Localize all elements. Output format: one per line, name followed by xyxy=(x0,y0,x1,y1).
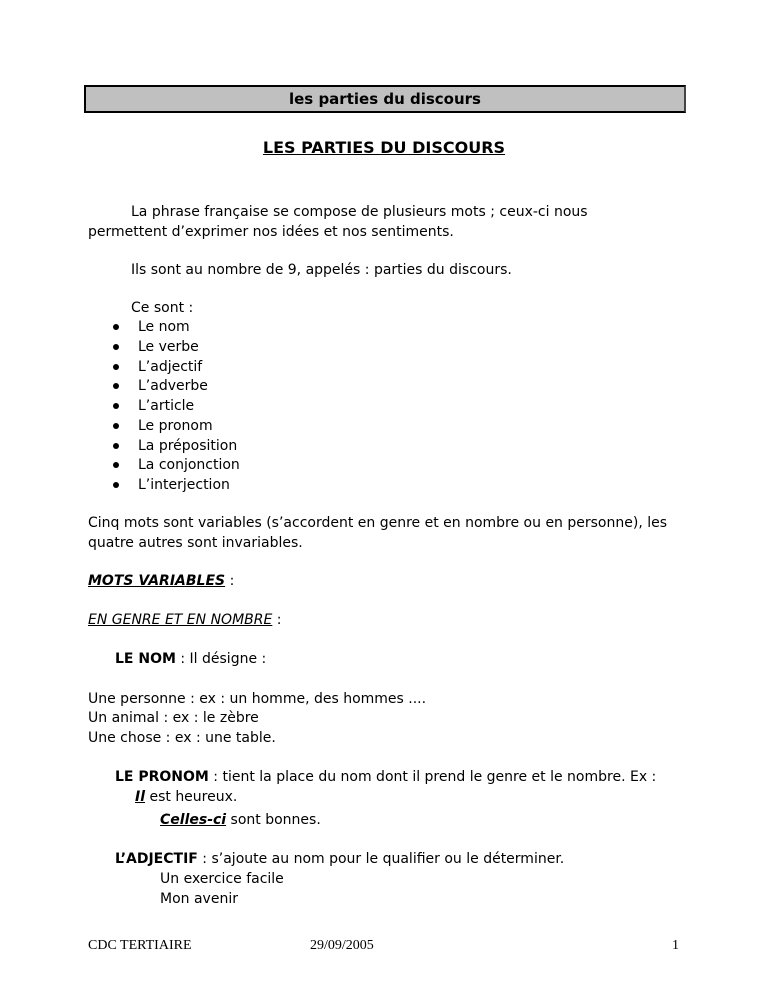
colon: : xyxy=(272,612,282,628)
nom-example: Une chose : ex : une table. xyxy=(88,730,276,746)
nom-text: : Il désigne : xyxy=(175,651,267,667)
pronom-word: Celles-ci xyxy=(160,812,227,828)
bullet-icon xyxy=(113,423,119,429)
nom-definition xyxy=(115,649,266,669)
colon: : xyxy=(225,573,235,589)
list-item: L’interjection xyxy=(138,477,230,493)
list-item: L’article xyxy=(138,398,195,414)
list-intro: Ce sont : xyxy=(131,300,194,316)
pronom-example-2 xyxy=(160,810,321,830)
list-item: La préposition xyxy=(138,437,238,454)
adjectif-example: Un exercice facile xyxy=(160,871,284,887)
page-number: 1 xyxy=(672,938,679,953)
example-rest: sont bonnes. xyxy=(226,812,321,828)
nom-example: Un animal : ex : le zèbre xyxy=(88,710,259,726)
intro-line-1: La phrase française se compose de plusieurs mots ; ceux-ci nous xyxy=(131,204,588,220)
nom-example: Une personne : ex : un homme, des hommes .... xyxy=(88,691,427,707)
list-item: L’adverbe xyxy=(138,378,208,395)
variables-line-2: quatre autres sont invariables. xyxy=(88,535,303,551)
genre-nombre-heading xyxy=(88,610,282,630)
adjectif-definition xyxy=(115,849,564,869)
header-box: les parties du discours xyxy=(84,85,686,113)
list-item: Le nom xyxy=(138,319,190,335)
genre-nombre-label: EN GENRE ET EN NOMBRE xyxy=(88,612,273,628)
list-item: L’adjectif xyxy=(138,358,203,375)
list-item: La conjonction xyxy=(138,457,240,474)
bullet-icon xyxy=(113,344,119,350)
bullet-icon xyxy=(113,403,119,409)
adjectif-text: : s’ajoute au nom pour le qualifier ou le déterminer. xyxy=(197,851,565,867)
bullet-icon xyxy=(113,383,119,389)
count-text: Ils sont au nombre de 9, appelés : parties du discours. xyxy=(131,262,512,278)
bullet-icon xyxy=(113,482,119,488)
pronom-word: Il xyxy=(135,789,146,805)
list-item: Le pronom xyxy=(138,417,213,434)
nom-label: LE NOM xyxy=(115,651,176,667)
example-rest: est heureux. xyxy=(145,789,238,805)
adjectif-label: L’ADJECTIF xyxy=(115,851,198,867)
variables-line-1: Cinq mots sont variables (s’accordent en genre et en nombre ou en personne), les xyxy=(88,515,668,531)
bullet-icon xyxy=(113,364,119,370)
footer-date: 29/09/2005 xyxy=(310,938,374,953)
bullet-icon xyxy=(113,324,119,330)
pronom-label: LE PRONOM xyxy=(115,769,209,785)
list-item: Le verbe xyxy=(138,338,199,355)
pronom-text: : tient la place du nom dont il prend le genre et le nombre. Ex : xyxy=(208,769,657,785)
adjectif-example: Mon avenir xyxy=(160,891,238,907)
pronom-definition xyxy=(115,767,656,787)
footer-left: CDC TERTIAIRE xyxy=(88,938,192,953)
mots-variables-heading xyxy=(88,571,234,591)
bullet-icon xyxy=(113,462,119,468)
bullet-icon xyxy=(113,443,119,449)
intro-line-2: permettent d’exprimer nos idées et nos sentiments. xyxy=(88,224,454,240)
pronom-example-1 xyxy=(135,787,237,807)
mots-variables-label: MOTS VARIABLES xyxy=(88,573,226,589)
page-title: LES PARTIES DU DISCOURS xyxy=(262,138,506,157)
